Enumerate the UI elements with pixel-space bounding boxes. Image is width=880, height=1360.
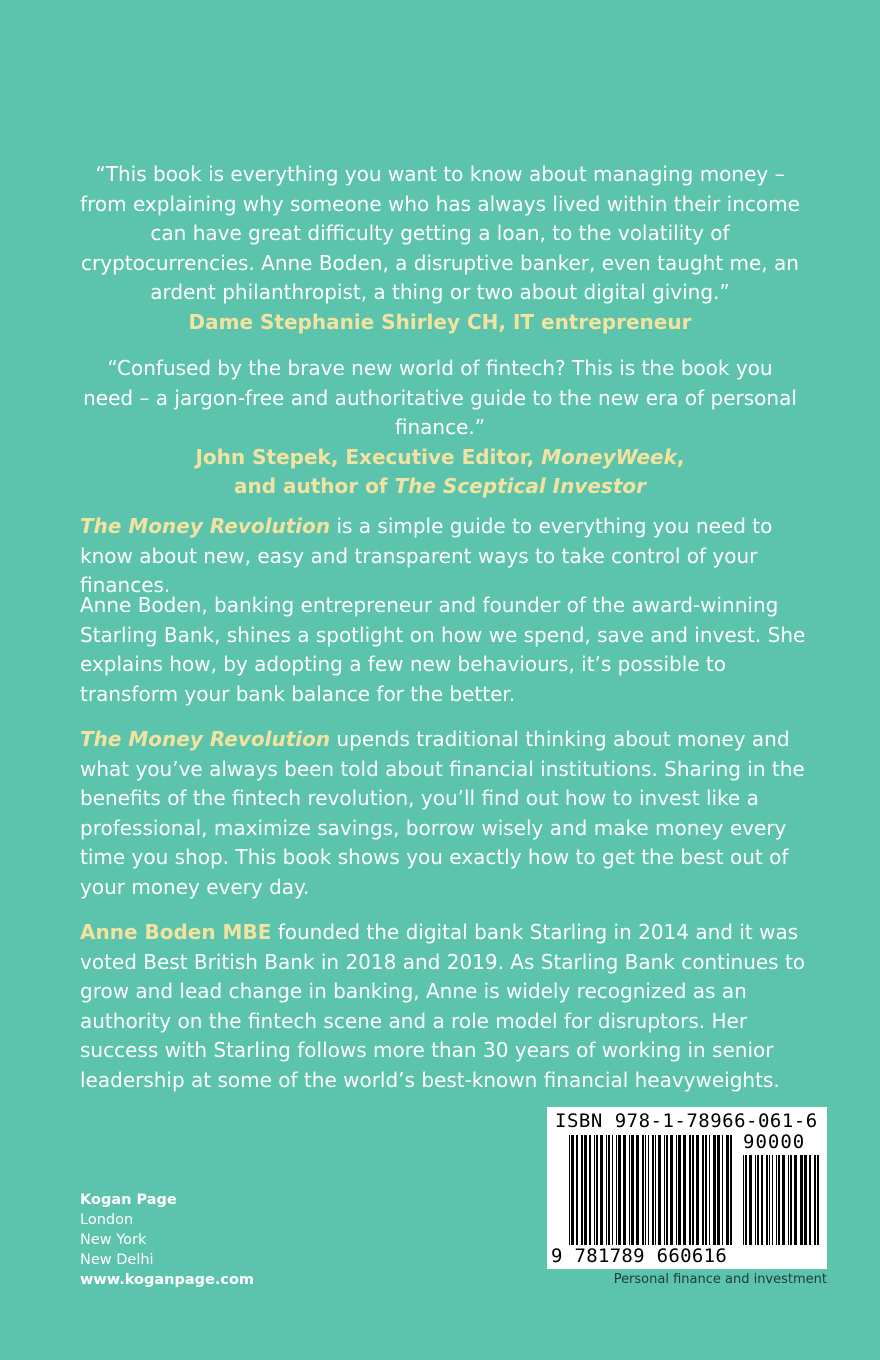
description-paragraph-3-text: upends traditional thinking about money and what you’ve always been told about financial institutions. Sharing in the benefits of the fintech revolution, you’ll find out how to invest like a professional, maximize savings, borrow wisely and make money every time you shop. This book shows you exactly how to get the best out of your money every day. <box>80 727 805 899</box>
barcode-bar <box>616 1135 617 1245</box>
barcode-bar <box>606 1135 607 1245</box>
publisher-city: New Delhi <box>80 1252 154 1268</box>
barcode-bar <box>576 1135 578 1245</box>
barcode-bar <box>571 1135 574 1245</box>
barcode-bar <box>689 1135 691 1245</box>
barcode-bar <box>664 1135 665 1245</box>
publisher-city: New York <box>80 1232 147 1248</box>
barcode-bar <box>645 1135 646 1245</box>
description-paragraph-3 <box>80 725 820 902</box>
barcode-bar <box>696 1135 699 1245</box>
quote-2-text: “Confused by the brave new world of fintech? This is the book you need – a jargon-free and authoritative guide to the new era of personal finance.” <box>83 356 797 439</box>
barcode-bar <box>692 1135 694 1245</box>
publisher-url[interactable]: www.koganpage.com <box>80 1272 255 1288</box>
barcode-bar <box>702 1135 704 1245</box>
author-bio <box>80 918 820 1095</box>
publisher-block <box>80 1190 254 1290</box>
barcode-bar <box>705 1135 707 1245</box>
barcode-bar <box>776 1155 777 1245</box>
barcode-bar <box>717 1135 720 1245</box>
quote-2-attribution-line-1 <box>80 443 800 473</box>
author-bio-text: founded the digital bank Starling in 2014 and it was voted Best British Bank in 2018 and 2019. As Starling Bank continues to grow and lead change in banking, Anne is widely recognized as an authority on the fintech scene and a role model for disruptors. Her success with Starling follows more than 30 years of working in senior leadership at some of the world’s best-known financial heavyweights. <box>80 920 806 1092</box>
barcode-bar <box>745 1155 747 1245</box>
endorsement-quote-1 <box>80 160 800 337</box>
quote-2-attribution-comma: , <box>676 444 685 469</box>
barcode-bar <box>726 1135 729 1245</box>
barcode-bar <box>794 1155 797 1245</box>
barcode-bar <box>766 1155 768 1245</box>
barcode-bar <box>730 1135 732 1245</box>
quote-2-attribution-author-of: and author of <box>233 474 395 498</box>
barcode-bar <box>636 1135 639 1245</box>
barcode-bar <box>648 1135 649 1245</box>
barcode-bar <box>683 1135 686 1245</box>
barcode-bar <box>804 1155 807 1245</box>
barcode-bar <box>755 1155 756 1245</box>
barcode-bar <box>652 1135 654 1245</box>
publisher-name: Kogan Page <box>80 1192 177 1208</box>
barcode-bar <box>612 1135 613 1245</box>
barcode-bar <box>584 1135 587 1245</box>
barcode-bar <box>676 1135 677 1245</box>
barcode-bar <box>670 1135 673 1245</box>
barcode-bar <box>778 1155 780 1245</box>
author-name: Anne Boden MBE <box>80 920 272 944</box>
book-title-highlight: The Money Revolution <box>80 514 331 538</box>
quote-2-attribution-line-2 <box>80 472 800 502</box>
quote-1-attribution: Dame Stephanie Shirley CH, IT entrepreneur <box>188 309 692 334</box>
barcode-bar <box>749 1155 752 1245</box>
barcode-bar <box>608 1135 610 1245</box>
price-addon-number: 90000 <box>743 1131 806 1153</box>
isbn-label: ISBN 978-1-78966-061-6 <box>555 1110 818 1132</box>
barcode-bar <box>769 1155 770 1245</box>
barcode-bar <box>666 1135 668 1245</box>
barcode-bar <box>788 1155 789 1245</box>
book-title-highlight: The Money Revolution <box>80 727 331 751</box>
barcode-bar <box>809 1155 811 1245</box>
barcode-bar <box>782 1155 785 1245</box>
quote-2-book-title: The Sceptical Investor <box>394 474 646 498</box>
barcode-bar <box>629 1135 630 1245</box>
barcode-bar <box>618 1135 621 1245</box>
barcode-bar <box>596 1135 598 1245</box>
isbn-barcode <box>547 1107 827 1269</box>
barcode-bar <box>623 1135 626 1245</box>
category-label: Personal finance and investment <box>613 1272 827 1287</box>
barcode-bar <box>658 1135 661 1245</box>
barcode-bar <box>594 1135 595 1245</box>
barcode-bar <box>709 1135 710 1245</box>
barcode-bar <box>772 1155 773 1245</box>
endorsement-quote-2 <box>80 354 800 502</box>
barcode-bar <box>743 1155 744 1245</box>
barcode-bar <box>581 1135 583 1245</box>
description-paragraph-2: Anne Boden, banking entrepreneur and founder of the award-winning Starling Bank, shines a spotlight on how we spend, save and invest. She explains how, by adopting a few new behaviours, it’s possible to transform your bank balance for the better. <box>80 593 806 706</box>
quote-1-text: “This book is everything you want to know about managing money – from explaining why someone who has always lived within their income can have great difficulty getting a loan, to the volatility of cryptocurrencies. Anne Boden, a disruptive banker, even taught me, an ardent philanthropist, a thing or two about digital giving.” <box>80 162 800 304</box>
barcode-bar <box>817 1155 819 1245</box>
barcode-bar <box>761 1155 763 1245</box>
barcode-bar <box>713 1135 716 1245</box>
barcode-bar <box>655 1135 656 1245</box>
description-paragraph-1-text: is a simple guide to everything you need to know about new, easy and transparent ways to take control of your finances. <box>80 514 773 597</box>
description-paragraph-1 <box>80 512 820 601</box>
barcode-bar <box>757 1155 759 1245</box>
ean-number: 9 781789 660616 <box>551 1245 728 1267</box>
quote-2-publication: MoneyWeek <box>541 444 677 469</box>
barcode-bar <box>722 1135 723 1245</box>
barcode-bar <box>790 1155 792 1245</box>
publisher-city: London <box>80 1212 134 1228</box>
barcode-bar <box>814 1155 816 1245</box>
quote-2-attribution-name: John Stepek, Executive Editor, <box>195 444 542 469</box>
barcode-bar <box>569 1135 570 1245</box>
barcode-bar <box>678 1135 681 1245</box>
barcode-bar <box>589 1135 591 1245</box>
barcode-bar <box>631 1135 634 1245</box>
barcode-bar <box>642 1135 644 1245</box>
barcode-bar <box>600 1135 603 1245</box>
barcode-bar <box>800 1155 803 1245</box>
